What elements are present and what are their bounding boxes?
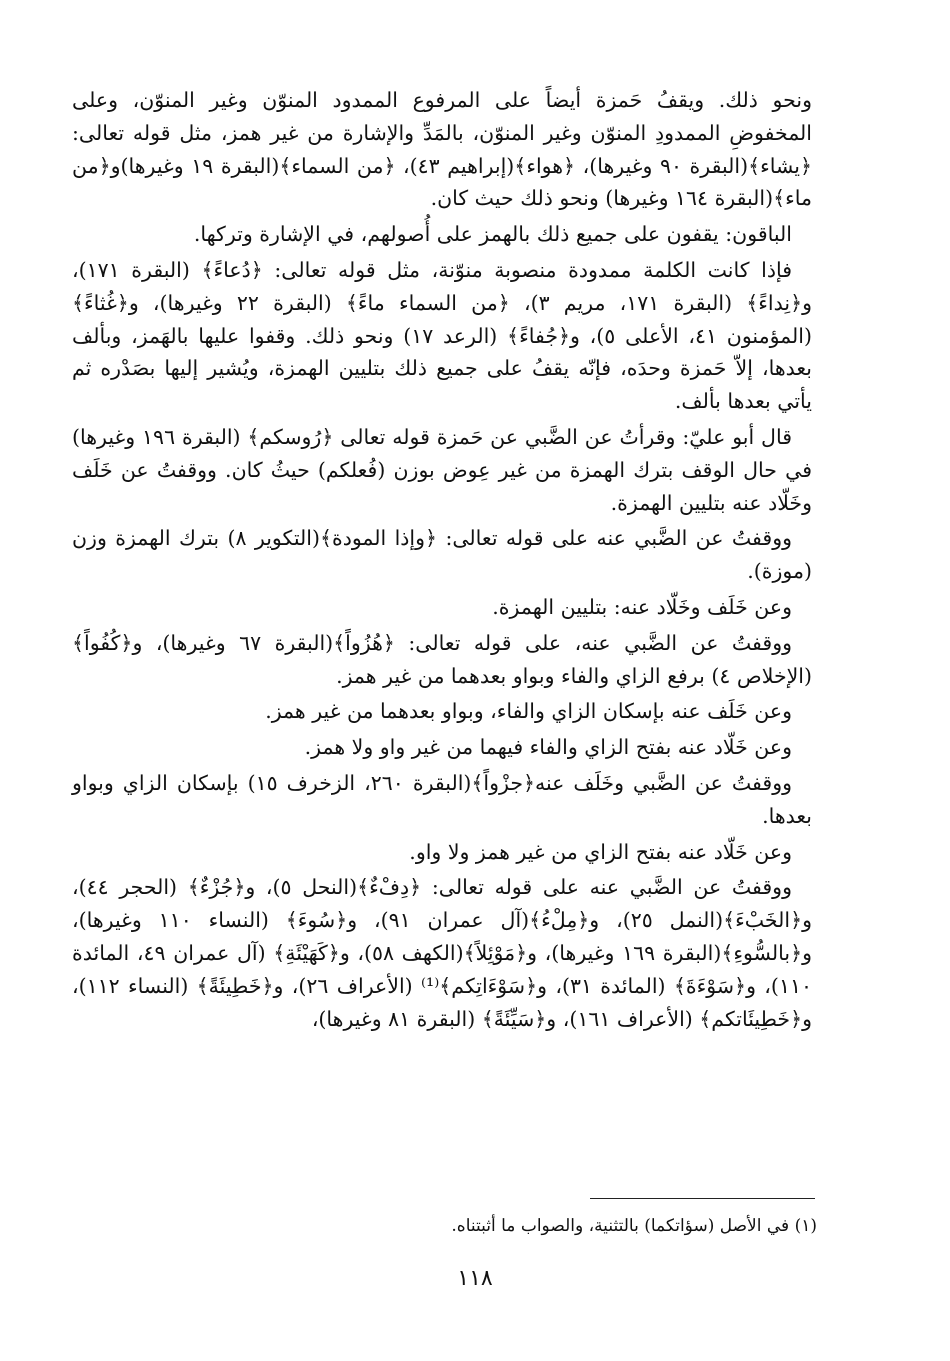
- paragraph: وعن خَلّاد عنه بفتح الزاي والفاء فيهما من غير واو ولا همز.: [304, 735, 792, 760]
- footnote-divider: [590, 1198, 815, 1199]
- paragraph: ووقفتُ عن الضَّبي عنه على قوله تعالى: ﴿دِفْءٌ﴾(النحل ٥)، و﴿جُزْءٌ﴾ (الحجر ٤٤)، و﴿الخَبْءَ﴾(النمل ٢٥)، و﴿مِلْءُ﴾(آل عمران ٩١)، و﴿سُوءَ﴾ (النساء ١١٠ وغيرها)، و﴿بالسُّوءِ﴾(البقرة ١٦٩ وغيرها)، و﴿مَوْئِلاً﴾(الكهف ٥٨)، و﴿كَهَيْئَةِ﴾ (آل عمران ٤٩، المائدة ١١٠)، و﴿سَوْءَةَ﴾ (المائدة ٣١)، و﴿سَوْءَاتِكم﴾⁽¹⁾ (الأعراف ٢٦)، و﴿خَطِيئَةً﴾ (النساء ١١٢)، و﴿خَطِيئَاتكم﴾ (الأعراف ١٦١)، و﴿سَيِّئَةً﴾ (البقرة ٨١ وغيرها)،: [72, 875, 812, 1031]
- paragraph: وعن خَلَف وخَلّاد عنه: بتليين الهمزة.: [492, 594, 792, 619]
- main-text: [72, 84, 812, 1038]
- paragraph: وعن خَلّاد عنه بفتح الزاي من غير همز ولا واو.: [409, 839, 792, 864]
- paragraph: فإذا كانت الكلمة ممدودة منصوبة منوّنة، مثل قوله تعالى: ﴿دُعاءً﴾ (البقرة ١٧١)، و﴿نِداءً﴾ (البقرة ١٧١، مريم ٣)، ﴿من السماء ماءً﴾ (البقرة ٢٢ وغيرها)، و﴿غُثاءً﴾ (المؤمنون ٤١، الأعلى ٥)، و﴿جُفاءً﴾ (الرعد ١٧) ونحو ذلك. وقفوا عليها بالهَمز، وبألف بعدها، إلاّ حَمزة وحدَه، فإنّه يقفُ على جميع ذلك بتليين الهمزة، ويُشير إليها بصَدْره ثم يأتي بعدها بألف.: [72, 257, 812, 414]
- paragraph: ووقفتُ عن الضَّبي وخَلَف عنه﴿جزْواً﴾(البقرة ٢٦٠، الزخرف ١٥) بإسكان الزاي وبواو بعدها.: [72, 770, 812, 828]
- footnote: (١) في الأصل (سؤاتكما) بالتثنية، والصواب ما أثبتناه.: [451, 1216, 817, 1236]
- paragraph: وعن خَلَف عنه بإسكان الزاي والفاء، وبواو بعدهما من غير همز.: [265, 699, 792, 724]
- paragraph: ووقفتُ عن الضَّبي عنه على قوله تعالى: ﴿وإذا المودة﴾(التكوير ٨) بترك الهمزة وزن (موزة).: [72, 526, 812, 584]
- paragraph: ونحو ذلك. ويقفُ حَمزة أيضاً على المرفوع الممدود المنوّن وغير المنوّن، وعلى المخفوضِ الممدودِ المنوّن وغير المنوّن، بالمَدِّ والإشارة من غير همز، مثل قوله تعالى: ﴿يشاء﴾(البقرة ٩٠ وغيرها)، ﴿هواء﴾(إبراهيم ٤٣)، ﴿من السماء﴾(البقرة ١٩ وغيرها)و﴿من ماء﴾(البقرة ١٦٤ وغيرها) ونحو ذلك حيث كان.: [72, 88, 813, 211]
- paragraph: ووقفتُ عن الضَّبي عنه، على قوله تعالى: ﴿هُزُواً﴾(البقرة ٦٧ وغيرها)، و﴿كُفُواً﴾ (الإخلاص ٤) برفع الزاي والفاء وبواو بعدهما من غير همز.: [72, 630, 812, 688]
- page-number: ١١٨: [457, 1266, 493, 1291]
- paragraph: قال أبو عليّ: وقرأتُ عن الضَّبي عن حَمزة قوله تعالى ﴿رُوسكم﴾ (البقرة ١٩٦ وغيرها) في حال الوقف بترك الهمزة من غير عِوض بوزن (فُعلكم) حيثُ كان. ووقفتُ عن خَلَف وخَلّاد عنه بتليين الهمزة.: [72, 424, 812, 515]
- paragraph: الباقون: يقفون على جميع ذلك بالهمز على أُصولهم، في الإشارة وتركها.: [193, 222, 792, 247]
